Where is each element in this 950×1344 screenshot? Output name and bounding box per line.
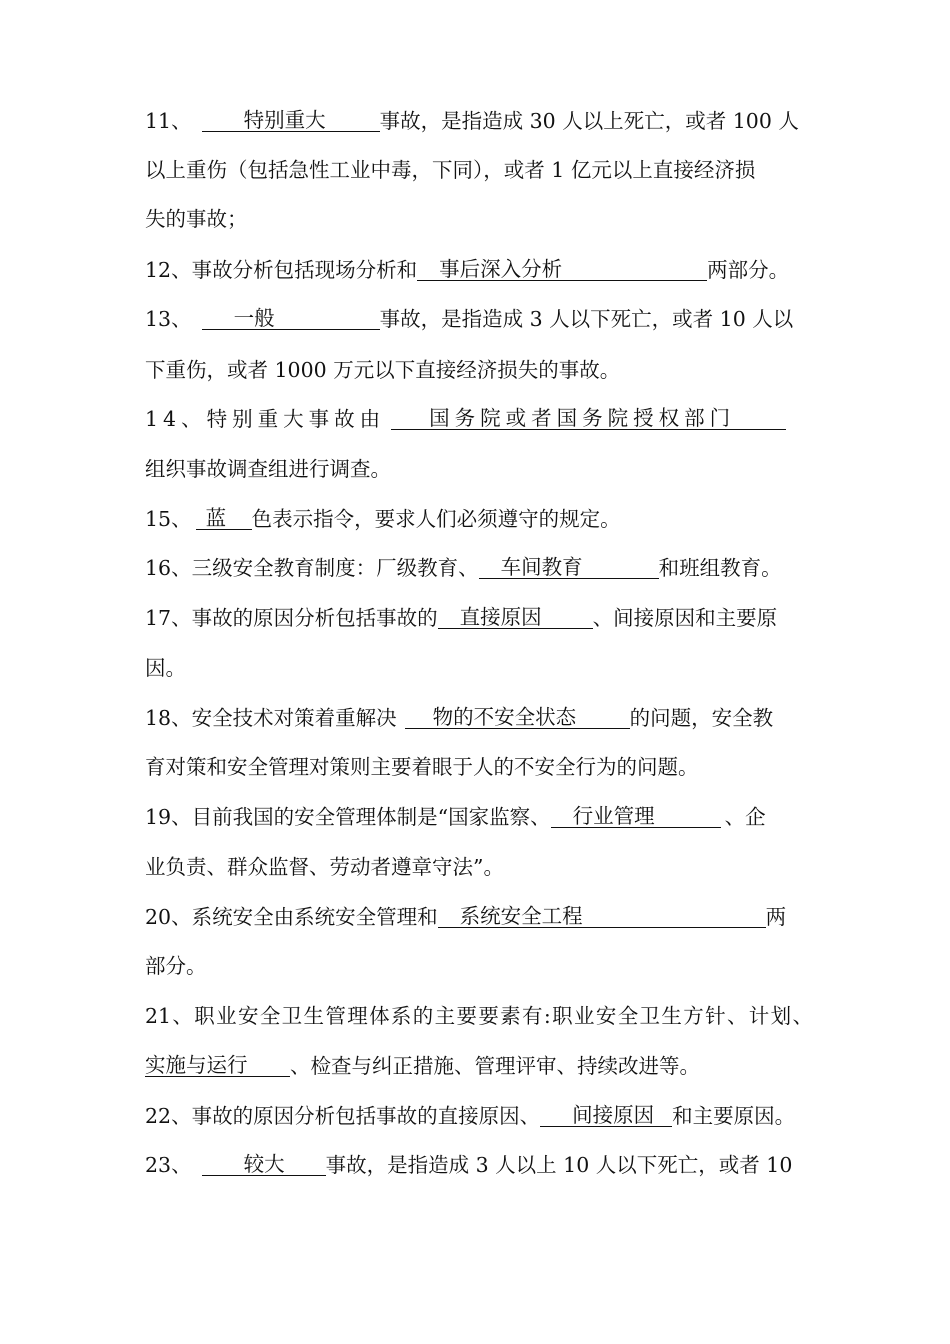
question-16-suffix: 和班组教育。 <box>658 556 782 580</box>
question-18-prefix: 18、安全技术对策着重解决 <box>145 706 397 730</box>
question-13-suffix: 事故，是指造成 3 人以下死亡，或者 10 人以 <box>379 307 794 331</box>
answer-21: 实施与运行 <box>145 1053 248 1077</box>
answer-11: 特别重大 <box>243 108 326 132</box>
answer-blank-23 <box>202 1150 326 1176</box>
question-19-line-2: 业负责、群众监督、劳动者遵章守法”。 <box>145 855 504 879</box>
question-11-prefix: 11、 <box>145 109 192 133</box>
question-20-line-1 <box>145 902 813 932</box>
answer-17: 直接原因 <box>459 605 542 629</box>
answer-blank-13 <box>202 304 380 330</box>
answer-blank-14 <box>391 404 786 430</box>
answer-15: 蓝 <box>205 506 227 530</box>
question-22-prefix: 22、事故的原因分析包括事故的直接原因、 <box>145 1104 541 1128</box>
question-13-line-2: 下重伤，或者 1000 万元以下直接经济损失的事故。 <box>145 358 621 382</box>
question-15-prefix: 15、 <box>145 507 192 531</box>
question-17-line-2: 因。 <box>145 656 186 680</box>
question-11-suffix: 事故，是指造成 30 人以上死亡，或者 100 人 <box>379 109 799 133</box>
question-22-line-1 <box>145 1101 813 1131</box>
question-21-line-1: 21、职业安全卫生管理体系的主要要素有:职业安全卫生方针、计划、 <box>145 1004 813 1028</box>
answer-20: 系统安全工程 <box>459 904 583 928</box>
question-17-line-1 <box>145 603 813 633</box>
question-17-suffix: 、间接原因和主要原 <box>592 606 778 630</box>
answer-blank-20 <box>438 902 766 928</box>
question-14-line-2: 组织事故调查组进行调查。 <box>145 457 391 481</box>
answer-blank-22 <box>540 1101 672 1127</box>
question-18-line-2: 育对策和安全管理对策则主要着眼于人的不安全行为的问题。 <box>145 755 699 779</box>
answer-16: 车间教育 <box>500 555 583 579</box>
question-15-line-1 <box>145 504 813 534</box>
question-20-line-2: 部分。 <box>145 954 207 978</box>
question-13-line-1 <box>145 304 813 334</box>
answer-blank-18 <box>405 703 630 729</box>
question-16-prefix: 16、三级安全教育制度：厂级教育、 <box>145 556 479 580</box>
question-19-suffix: 、企 <box>724 805 766 829</box>
answer-22: 间接原因 <box>572 1103 655 1127</box>
answer-blank-11 <box>202 106 380 132</box>
answer-13: 一般 <box>233 306 275 330</box>
question-23-prefix: 23、 <box>145 1153 192 1177</box>
question-21-line-2 <box>145 1051 813 1081</box>
question-19-prefix: 19、目前我国的安全管理体制是“国家监察、 <box>145 805 551 829</box>
question-18-suffix: 的问题，安全教 <box>629 706 774 730</box>
question-18-line-1 <box>145 703 813 733</box>
answer-blank-16 <box>479 553 659 579</box>
question-22-suffix: 和主要原因。 <box>672 1104 796 1128</box>
question-21-suffix: 、检查与纠正措施、管理评审、持续改进等。 <box>290 1054 700 1078</box>
question-12-suffix: 两部分。 <box>707 258 790 282</box>
question-20-suffix: 两 <box>765 905 787 929</box>
question-11-line-1 <box>145 106 813 136</box>
question-12-prefix: 12、事故分析包括现场分析和 <box>145 258 418 282</box>
answer-blank-15 <box>196 504 252 530</box>
question-16-line-1 <box>145 553 813 583</box>
answer-blank-17 <box>438 603 593 629</box>
answer-18: 物的不安全状态 <box>432 705 577 729</box>
question-11-line-2: 以上重伤（包括急性工业中毒，下同），或者 1 亿元以上直接经济损 <box>145 158 756 182</box>
question-23-suffix: 事故，是指造成 3 人以上 10 人以下死亡，或者 10 <box>325 1153 793 1177</box>
question-15-suffix: 色表示指令，要求人们必须遵守的规定。 <box>251 507 621 531</box>
question-14-line-1 <box>145 404 813 434</box>
question-13-prefix: 13、 <box>145 307 192 331</box>
question-17-prefix: 17、事故的原因分析包括事故的 <box>145 606 438 630</box>
answer-12: 事后深入分析 <box>439 257 563 281</box>
answer-blank-19 <box>551 802 721 828</box>
question-11-line-3: 失的事故； <box>145 207 248 231</box>
answer-blank-12 <box>417 255 707 281</box>
answer-23: 较大 <box>243 1152 285 1176</box>
question-19-line-1 <box>145 802 813 832</box>
question-14-prefix: 14、特别重大事故由 <box>145 407 386 431</box>
answer-blank-21 <box>145 1051 290 1077</box>
question-23-line-1 <box>145 1150 813 1180</box>
question-20-prefix: 20、系统安全由系统安全管理和 <box>145 905 438 929</box>
answer-14: 国务院或者国务院授权部门 <box>429 406 736 430</box>
answer-19: 行业管理 <box>572 804 655 828</box>
question-12-line-1 <box>145 255 813 285</box>
